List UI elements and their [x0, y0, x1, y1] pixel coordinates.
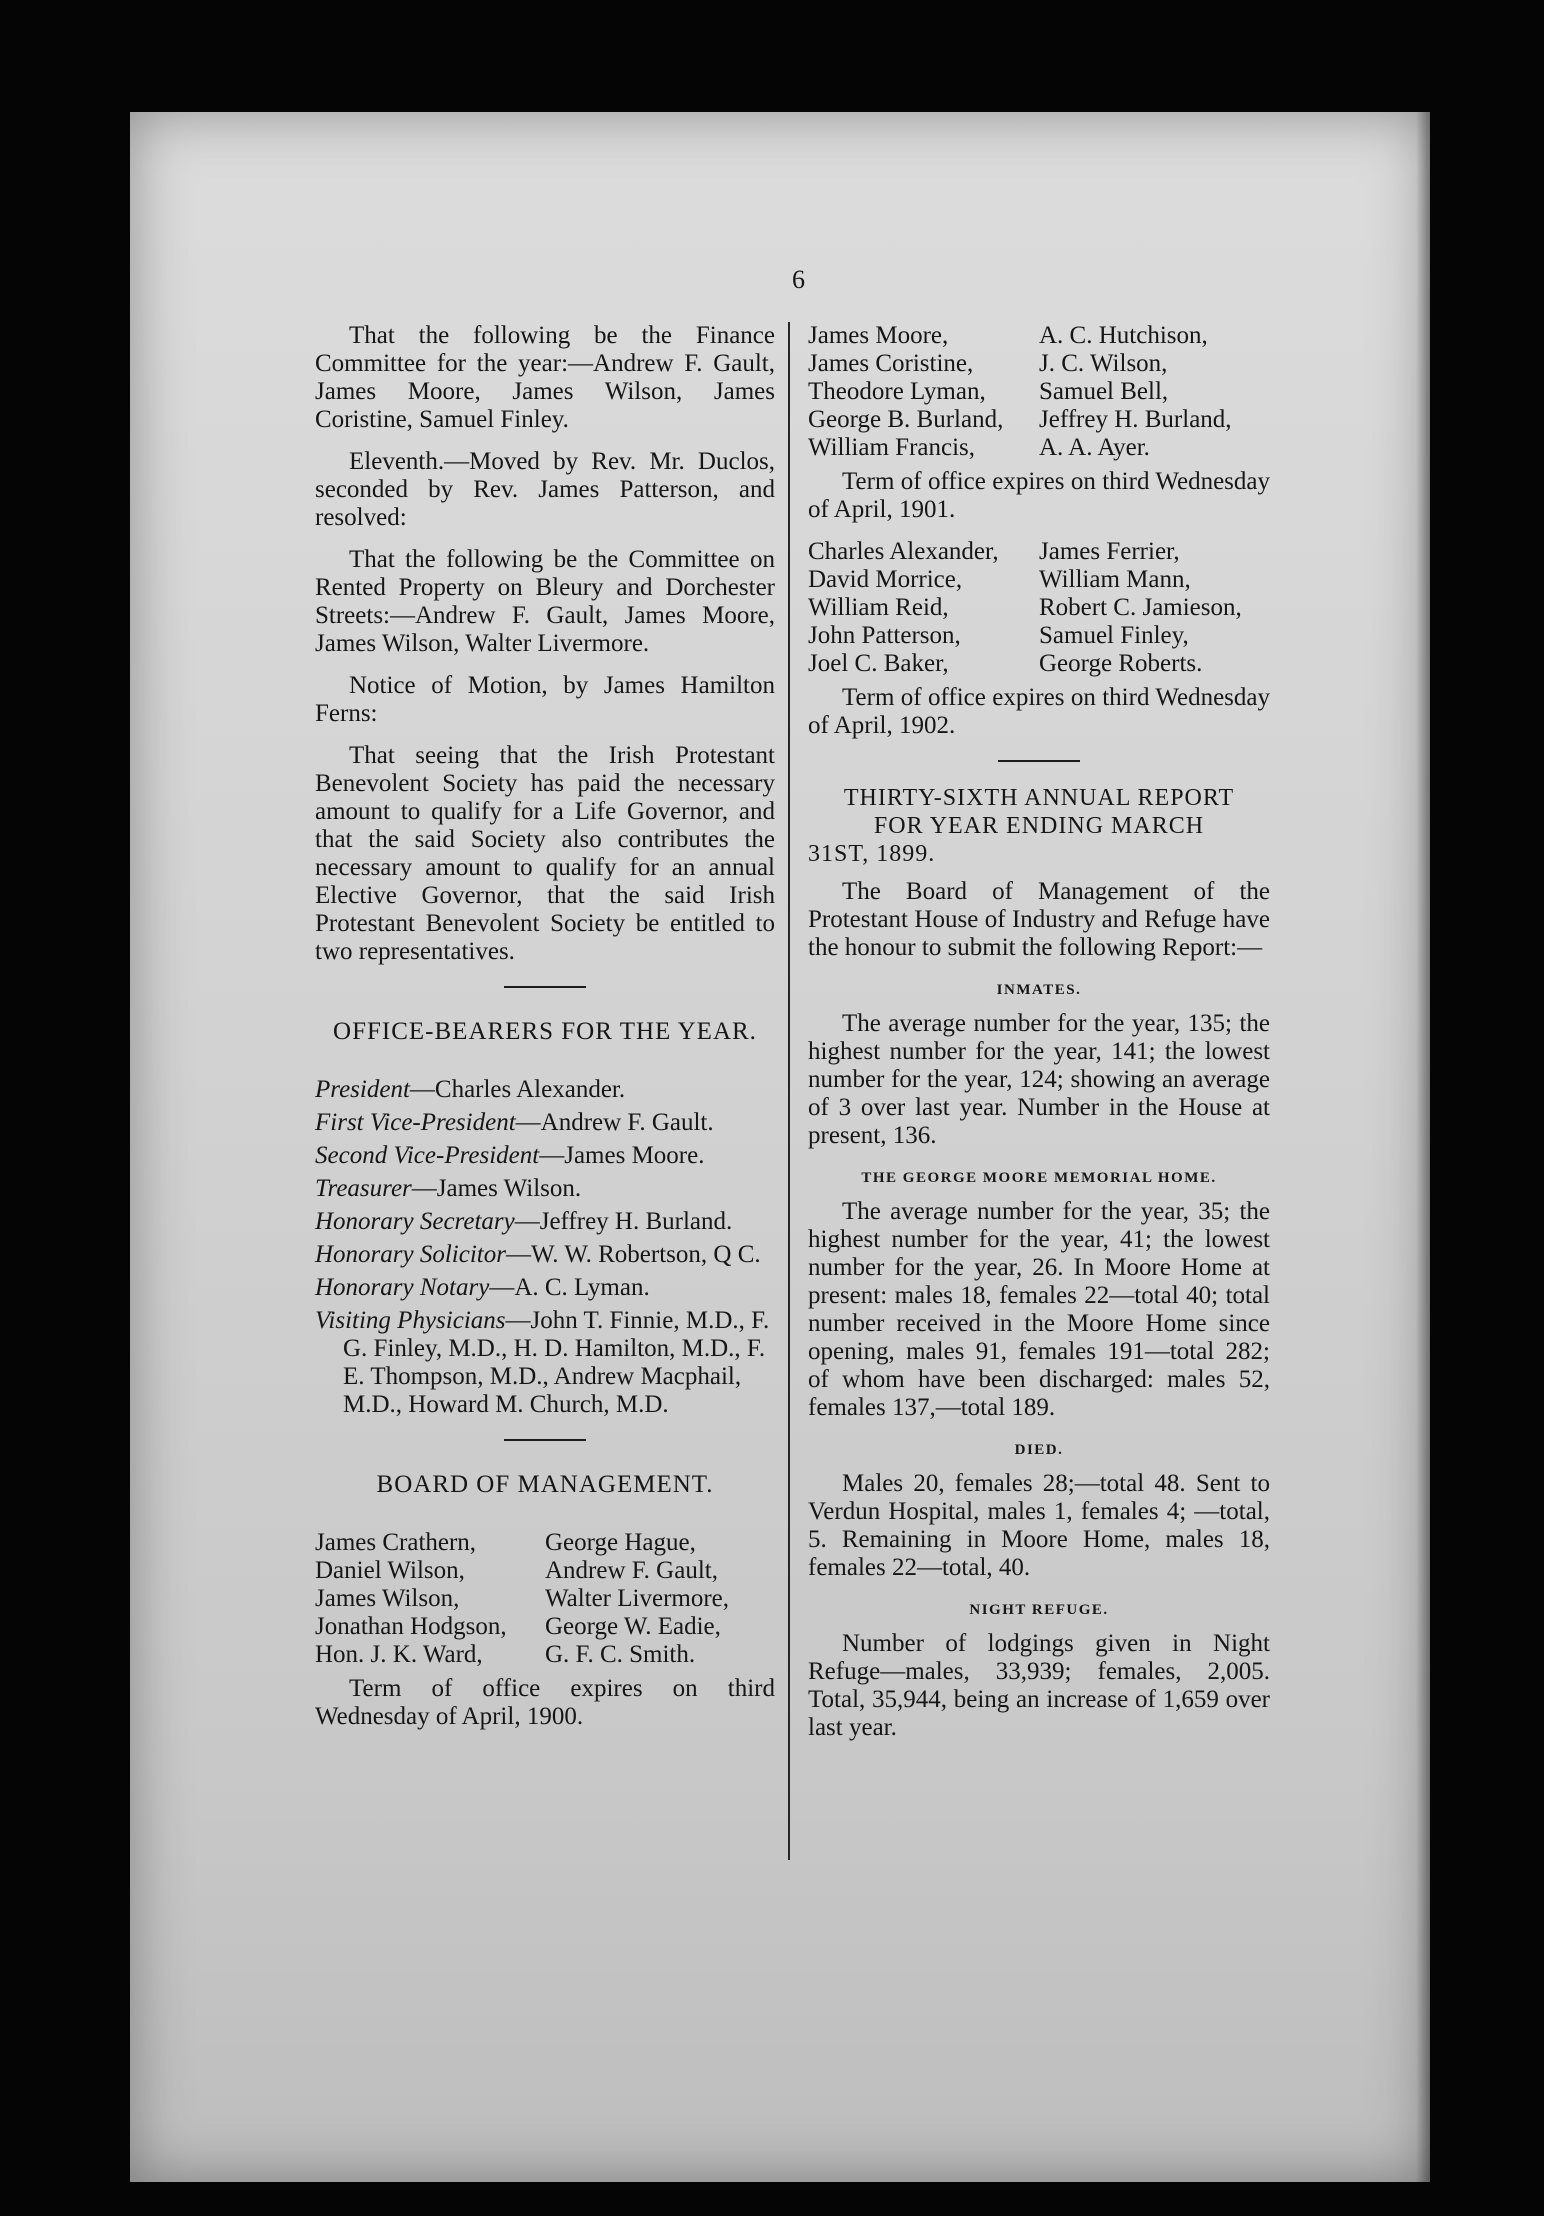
- table-row: Jonathan Hodgson, George W. Eadie,: [315, 1613, 721, 1640]
- role-honorary-solicitor: Honorary Solicitor—W. W. Robertson, Q C.: [315, 1241, 761, 1268]
- table-row: George B. Burland, Jeffrey H. Burland,: [808, 406, 1232, 433]
- died-paragraph: Males 20, females 28;—total 48. Sent to Verdun Hospital, males 1, females 4; —total, 5. Remaining in Moore Home, males 18, females 22—total, 40.: [808, 1470, 1270, 1581]
- table-row: James Crathern, George Hague,: [315, 1529, 696, 1556]
- left-column: [315, 322, 775, 1745]
- eleventh-paragraph: Eleventh.—Moved by Rev. Mr. Duclos, seconded by Rev. James Patterson, and resolved:: [315, 448, 775, 531]
- term-1901: Term of office expires on third Wednesday of April, 1901.: [808, 468, 1270, 523]
- role-honorary-secretary: Honorary Secretary—Jeffrey H. Burland.: [315, 1208, 733, 1235]
- term-1902: Term of office expires on third Wednesday of April, 1902.: [808, 684, 1270, 739]
- moore-home-heading: THE GEORGE MOORE MEMORIAL HOME.: [861, 1170, 1217, 1186]
- section-divider: [504, 1439, 586, 1441]
- board-1900-table: [315, 1529, 775, 1669]
- report-heading-line-1: THIRTY-SIXTH ANNUAL REPORT: [843, 785, 1235, 811]
- role-president: President—Charles Alexander.: [315, 1076, 626, 1103]
- board-heading: BOARD OF MANAGEMENT.: [376, 1471, 714, 1498]
- table-row: Joel C. Baker, George Roberts.: [808, 650, 1203, 677]
- finance-committee-paragraph: That the following be the Finance Committee for the year:—Andrew F. Gault, James Moore, James Wilson, James Coristine, Samuel Finley.: [315, 322, 775, 433]
- role-first-vice-president: First Vice-President—Andrew F. Gault.: [315, 1109, 714, 1136]
- moore-home-paragraph: The average number for the year, 35; the highest number for the year, 41; the lowest number for the year, 26. In Moore Home at present: males 18, females 22—total 40; total number received in the Moore Home since opening, males 91, females 191—total 282; of whom have been discharged: males 52, females 137,—total 189.: [808, 1198, 1270, 1421]
- inmates-paragraph: The average number for the year, 135; the highest number for the year, 141; the lowest number for the year, 124; showing an average of 3 over last year. Number in the House at present, 136.: [808, 1010, 1270, 1149]
- rented-property-paragraph: That the following be the Committee on Rented Property on Bleury and Dorchester Streets:—Andrew F. Gault, James Moore, James Wilson, Walter Livermore.: [315, 546, 775, 657]
- table-row: James Coristine, J. C. Wilson,: [808, 350, 1168, 377]
- role-visiting-physicians: Visiting Physicians—John T. Finnie, M.D., F. G. Finley, M.D., H. D. Hamilton, M.D., F. E. Thompson, M.D., Andrew Macphail, M.D., Howard M. Church, M.D.: [315, 1307, 770, 1418]
- office-bearers-heading: OFFICE-BEARERS FOR THE YEAR.: [333, 1018, 757, 1045]
- inmates-heading: INMATES.: [996, 982, 1082, 998]
- office-bearers-list: [315, 1076, 775, 1419]
- report-intro: The Board of Management of the Protestant House of Industry and Refuge have the honour to submit the following Report:—: [808, 878, 1270, 961]
- section-divider: [998, 760, 1080, 762]
- table-row: Hon. J. K. Ward, G. F. C. Smith.: [315, 1641, 696, 1668]
- report-heading-line-3: 31ST, 1899.: [808, 841, 936, 867]
- term-1900: Term of office expires on third Wednesday of April, 1900.: [315, 1675, 775, 1730]
- column-divider: [788, 322, 790, 1860]
- table-row: Daniel Wilson, Andrew F. Gault,: [315, 1557, 718, 1584]
- report-heading-line-2: FOR YEAR ENDING MARCH: [873, 813, 1205, 839]
- table-row: Theodore Lyman, Samuel Bell,: [808, 378, 1169, 405]
- section-divider: [504, 986, 586, 988]
- irish-society-paragraph: That seeing that the Irish Protestant Benevolent Society has paid the necessary amount to qualify for a Life Governor, and that the said Society also contributes the necessary amount to qualify for an annual Elective Governor, that the said Irish Protestant Benevolent Society be entitled to two representatives.: [315, 742, 775, 965]
- role-honorary-notary: Honorary Notary—A. C. Lyman.: [315, 1274, 650, 1301]
- role-treasurer: Treasurer—James Wilson.: [315, 1175, 582, 1202]
- table-row: John Patterson, Samuel Finley,: [808, 622, 1189, 649]
- table-row: William Reid, Robert C. Jamieson,: [808, 594, 1242, 621]
- board-1902-table: [808, 538, 1270, 678]
- page-number: 6: [792, 265, 805, 294]
- right-column: [808, 322, 1270, 1756]
- table-row: William Francis, A. A. Ayer.: [808, 434, 1150, 461]
- night-refuge-heading: NIGHT REFUGE.: [969, 1602, 1109, 1618]
- table-row: James Moore, A. C. Hutchison,: [808, 322, 1208, 349]
- report-heading: [808, 784, 1270, 868]
- table-row: James Wilson, Walter Livermore,: [315, 1585, 730, 1612]
- board-1901-table: [808, 322, 1270, 462]
- role-second-vice-president: Second Vice-President—James Moore.: [315, 1142, 705, 1169]
- table-row: David Morrice, William Mann,: [808, 566, 1191, 593]
- table-row: Charles Alexander, James Ferrier,: [808, 538, 1180, 565]
- notice-of-motion-paragraph: Notice of Motion, by James Hamilton Ferns:: [315, 672, 775, 727]
- died-heading: DIED.: [1014, 1442, 1064, 1458]
- night-refuge-paragraph: Number of lodgings given in Night Refuge—males, 33,939; females, 2,005. Total, 35,944, being an increase of 1,659 over last year.: [808, 1630, 1270, 1741]
